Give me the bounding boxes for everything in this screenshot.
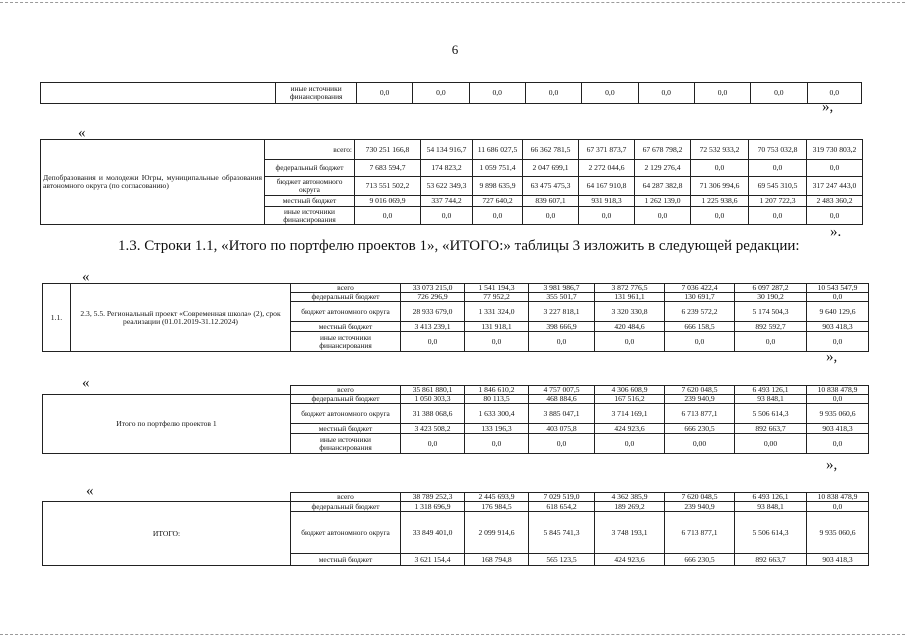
- value-cell: 69 545 310,5: [749, 177, 807, 196]
- value-cell: 71 306 994,6: [691, 177, 749, 196]
- value-cell: 7 620 048,5: [665, 386, 735, 395]
- project-name: 2.3, 5.5. Региональный проект «Современная школа» (2), срок реализации (01.01.2019-31.12.2024): [71, 284, 291, 352]
- value-cell: 67 371 873,7: [579, 140, 635, 160]
- value-cell: 0,0: [595, 434, 665, 454]
- value-cell: 0,0: [807, 395, 869, 404]
- value-cell: 6 713 877,1: [665, 512, 735, 554]
- row-label: федеральный бюджет: [291, 502, 401, 512]
- value-cell: 53 622 349,3: [421, 177, 473, 196]
- value-cell: 189 269,2: [595, 502, 665, 512]
- value-cell: 355 501,7: [529, 293, 595, 302]
- value-cell: 5 174 504,3: [735, 302, 807, 322]
- value-cell: 167 516,2: [595, 395, 665, 404]
- table-row: [43, 395, 869, 404]
- value-cell: 892 663,7: [735, 424, 807, 434]
- value-cell: 0,0: [638, 83, 694, 104]
- value-cell: 403 075,8: [529, 424, 595, 434]
- value-cell: 1 050 303,3: [401, 395, 465, 404]
- value-cell: 0,00: [665, 434, 735, 454]
- table-portfolio-total: [42, 385, 869, 454]
- value-cell: 565 123,5: [529, 554, 595, 566]
- value-cell: 35 861 880,1: [401, 386, 465, 395]
- value-cell: 1 207 722,3: [749, 196, 807, 207]
- value-cell: 892 592,7: [735, 322, 807, 332]
- value-cell: 67 678 798,2: [635, 140, 691, 160]
- value-cell: 4 757 007,5: [529, 386, 595, 395]
- value-cell: 174 823,2: [421, 160, 473, 177]
- value-cell: 4 362 385,9: [595, 493, 665, 502]
- value-cell: 131 918,1: [465, 322, 529, 332]
- value-cell: 33 849 401,0: [401, 512, 465, 554]
- table-grand-total: [42, 492, 869, 566]
- value-cell: 72 532 933,2: [691, 140, 749, 160]
- value-cell: 903 418,3: [807, 424, 869, 434]
- value-cell: 133 196,3: [465, 424, 529, 434]
- value-cell: 131 961,1: [595, 293, 665, 302]
- table-depobrazovaniya: [40, 139, 863, 225]
- value-cell: 130 691,7: [665, 293, 735, 302]
- row-label: всего: [291, 493, 401, 502]
- value-cell: 30 190,2: [735, 293, 807, 302]
- table-row: [43, 493, 869, 502]
- table-row: [41, 83, 862, 104]
- value-cell: 1 846 610,2: [465, 386, 529, 395]
- value-cell: 903 418,3: [807, 554, 869, 566]
- value-cell: 2 483 360,2: [807, 196, 863, 207]
- value-cell: 0,0: [529, 332, 595, 352]
- row-label: всего:: [265, 140, 355, 160]
- value-cell: 730 251 166,8: [355, 140, 421, 160]
- value-cell: 468 884,6: [529, 395, 595, 404]
- value-cell: 666 230,5: [665, 554, 735, 566]
- value-cell: 9 935 060,6: [807, 512, 869, 554]
- value-cell: 80 113,5: [465, 395, 529, 404]
- closing-quote: ».: [830, 224, 842, 240]
- row-label: бюджет автономного округа: [291, 404, 401, 424]
- organization-name: Депобразования и молодежи Югры, муниципальные образования автономного округа (по согласованию): [41, 140, 265, 225]
- value-cell: 0,0: [665, 332, 735, 352]
- value-cell: 0,0: [355, 207, 421, 225]
- opening-quote: «: [82, 375, 90, 391]
- value-cell: 0,0: [691, 207, 749, 225]
- total-name: ИТОГО:: [43, 502, 291, 566]
- value-cell: 3 872 776,5: [595, 284, 665, 293]
- row-label: федеральный бюджет: [265, 160, 355, 177]
- value-cell: 3 981 986,7: [529, 284, 595, 293]
- blank-cell: [43, 493, 291, 502]
- closing-quote: »,: [826, 457, 838, 473]
- value-cell: 10 543 547,9: [807, 284, 869, 293]
- value-cell: 424 923,6: [595, 554, 665, 566]
- value-cell: 2 272 044,6: [579, 160, 635, 177]
- value-cell: 0,0: [807, 83, 861, 104]
- closing-quote: »,: [826, 349, 838, 365]
- value-cell: 618 654,2: [529, 502, 595, 512]
- value-cell: 0,0: [749, 160, 807, 177]
- value-cell: 1 225 938,6: [691, 196, 749, 207]
- value-cell: 0,0: [465, 332, 529, 352]
- value-cell: 0,0: [595, 332, 665, 352]
- value-cell: 0,0: [421, 207, 473, 225]
- value-cell: 317 247 443,0: [807, 177, 863, 196]
- row-label: иные источники финансирования: [291, 332, 401, 352]
- row-label: местный бюджет: [291, 554, 401, 566]
- value-cell: 9 898 635,9: [473, 177, 523, 196]
- value-cell: 33 073 215,0: [401, 284, 465, 293]
- value-cell: 7 029 519,0: [529, 493, 595, 502]
- page-bottom-edge: [0, 634, 905, 635]
- value-cell: 0,0: [807, 160, 863, 177]
- value-cell: 3 423 508,2: [401, 424, 465, 434]
- value-cell: 727 640,2: [473, 196, 523, 207]
- value-cell: 9 640 129,6: [807, 302, 869, 322]
- row-label: бюджет автономного округа: [265, 177, 355, 196]
- value-cell: 7 036 422,4: [665, 284, 735, 293]
- value-cell: 337 744,2: [421, 196, 473, 207]
- value-cell: 892 663,7: [735, 554, 807, 566]
- value-cell: 0,0: [356, 83, 412, 104]
- value-cell: 0,0: [473, 207, 523, 225]
- value-cell: 6 239 572,2: [665, 302, 735, 322]
- value-cell: 6 713 877,1: [665, 404, 735, 424]
- value-cell: 398 666,9: [529, 322, 595, 332]
- value-cell: 176 984,5: [465, 502, 529, 512]
- table-row: [43, 502, 869, 512]
- value-cell: 6 493 126,1: [735, 493, 807, 502]
- value-cell: 2 445 693,9: [465, 493, 529, 502]
- value-cell: 0,0: [807, 502, 869, 512]
- value-cell: 31 388 068,6: [401, 404, 465, 424]
- value-cell: 666 230,5: [665, 424, 735, 434]
- value-cell: 3 885 047,1: [529, 404, 595, 424]
- value-cell: 0,0: [807, 207, 863, 225]
- value-cell: 77 952,2: [465, 293, 529, 302]
- row-label: местный бюджет: [291, 424, 401, 434]
- row-label: местный бюджет: [265, 196, 355, 207]
- value-cell: 9 935 060,6: [807, 404, 869, 424]
- value-cell: 2 129 276,4: [635, 160, 691, 177]
- value-cell: 713 551 502,2: [355, 177, 421, 196]
- row-label: местный бюджет: [291, 322, 401, 332]
- row-label: бюджет автономного округа: [291, 302, 401, 322]
- value-cell: 64 167 910,8: [579, 177, 635, 196]
- value-cell: 2 099 914,6: [465, 512, 529, 554]
- opening-quote: «: [82, 269, 90, 285]
- value-cell: 0,0: [413, 83, 469, 104]
- value-cell: 0,0: [735, 332, 807, 352]
- value-cell: 0,0: [401, 332, 465, 352]
- value-cell: 0,0: [751, 83, 807, 104]
- value-cell: 1 541 194,3: [465, 284, 529, 293]
- row-label: иные источники финансирования: [276, 83, 356, 104]
- value-cell: 64 287 382,8: [635, 177, 691, 196]
- row-label: иные источники финансирования: [291, 434, 401, 454]
- value-cell: 11 686 027,5: [473, 140, 523, 160]
- value-cell: 2 047 699,1: [523, 160, 579, 177]
- value-cell: 4 306 608,9: [595, 386, 665, 395]
- value-cell: 1 059 751,4: [473, 160, 523, 177]
- blank-cell: [41, 83, 276, 104]
- value-cell: 0,0: [807, 332, 869, 352]
- value-cell: 424 923,6: [595, 424, 665, 434]
- row-label: бюджет автономного округа: [291, 512, 401, 554]
- value-cell: 3 320 330,8: [595, 302, 665, 322]
- value-cell: 0,0: [807, 293, 869, 302]
- value-cell: 239 940,9: [665, 395, 735, 404]
- value-cell: 666 158,5: [665, 322, 735, 332]
- value-cell: 1 331 324,0: [465, 302, 529, 322]
- row-number: 1.1.: [43, 284, 71, 352]
- table-row: [43, 284, 869, 293]
- value-cell: 10 838 478,9: [807, 493, 869, 502]
- value-cell: 0,0: [401, 434, 465, 454]
- value-cell: 1 262 139,0: [635, 196, 691, 207]
- portfolio-name: Итого по портфелю проектов 1: [43, 395, 291, 454]
- table-row: [41, 140, 863, 160]
- value-cell: 839 607,1: [523, 196, 579, 207]
- value-cell: 903 418,3: [807, 322, 869, 332]
- value-cell: 420 484,6: [595, 322, 665, 332]
- previous-table-tail: [40, 82, 862, 104]
- table-regional-project: [42, 283, 869, 352]
- value-cell: 168 794,8: [465, 554, 529, 566]
- value-cell: 3 227 818,1: [529, 302, 595, 322]
- value-cell: 28 933 679,0: [401, 302, 465, 322]
- value-cell: 1 318 696,9: [401, 502, 465, 512]
- value-cell: 0,0: [749, 207, 807, 225]
- value-cell: 9 016 069,9: [355, 196, 421, 207]
- value-cell: 3 748 193,1: [595, 512, 665, 554]
- value-cell: 5 845 741,3: [529, 512, 595, 554]
- opening-quote: «: [86, 483, 94, 499]
- value-cell: 70 753 032,8: [749, 140, 807, 160]
- value-cell: 0,0: [469, 83, 525, 104]
- page-number: 6: [451, 42, 459, 57]
- value-cell: 38 789 252,3: [401, 493, 465, 502]
- value-cell: 0,0: [691, 160, 749, 177]
- value-cell: 0,0: [579, 207, 635, 225]
- value-cell: 5 506 614,3: [735, 404, 807, 424]
- row-label: всего: [291, 284, 401, 293]
- value-cell: 5 506 614,3: [735, 512, 807, 554]
- value-cell: 6 097 287,2: [735, 284, 807, 293]
- value-cell: 0,0: [525, 83, 581, 104]
- value-cell: 1 633 300,4: [465, 404, 529, 424]
- value-cell: 3 714 169,1: [595, 404, 665, 424]
- value-cell: 54 134 916,7: [421, 140, 473, 160]
- value-cell: 931 918,3: [579, 196, 635, 207]
- value-cell: 63 475 475,3: [523, 177, 579, 196]
- opening-quote: «: [78, 125, 86, 141]
- value-cell: 319 730 803,2: [807, 140, 863, 160]
- value-cell: 6 493 126,1: [735, 386, 807, 395]
- blank-cell: [43, 386, 291, 395]
- value-cell: 93 848,1: [735, 395, 807, 404]
- value-cell: 3 413 239,1: [401, 322, 465, 332]
- value-cell: 7 620 048,5: [665, 493, 735, 502]
- value-cell: 726 296,9: [401, 293, 465, 302]
- value-cell: 0,0: [523, 207, 579, 225]
- value-cell: 0,0: [807, 434, 869, 454]
- value-cell: 0,0: [529, 434, 595, 454]
- value-cell: 0,0: [582, 83, 638, 104]
- value-cell: 7 683 594,7: [355, 160, 421, 177]
- value-cell: 66 362 781,5: [523, 140, 579, 160]
- value-cell: 3 621 154,4: [401, 554, 465, 566]
- row-label: федеральный бюджет: [291, 293, 401, 302]
- value-cell: 0,0: [635, 207, 691, 225]
- value-cell: 10 838 478,9: [807, 386, 869, 395]
- page-top-edge: [0, 2, 905, 3]
- value-cell: 0,0: [465, 434, 529, 454]
- value-cell: 93 848,1: [735, 502, 807, 512]
- value-cell: 0,0: [694, 83, 750, 104]
- section-heading: 1.3. Строки 1.1, «Итого по портфелю проектов 1», «ИТОГО:» таблицы 3 изложить в следующей редакции:: [118, 238, 800, 254]
- value-cell: 239 940,9: [665, 502, 735, 512]
- value-cell: 0,00: [735, 434, 807, 454]
- row-label: всего: [291, 386, 401, 395]
- row-label: федеральный бюджет: [291, 395, 401, 404]
- table-row: [43, 386, 869, 395]
- closing-quote: »,: [822, 99, 834, 115]
- row-label: иные источники финансирования: [265, 207, 355, 225]
